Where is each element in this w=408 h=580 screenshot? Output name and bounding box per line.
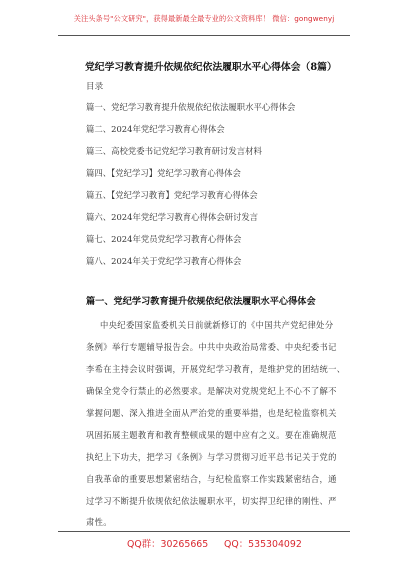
toc-item-6[interactable]: 篇六、2024年党纪学习教育心得体会研讨发言: [86, 212, 259, 222]
body-paragraph-line: 掌握问题、深入推进全面从严治党的重要举措，也是纪检监察机关: [86, 408, 337, 418]
toc-item-2[interactable]: 篇二、2024年党纪学习教育心得体会: [86, 124, 225, 134]
toc-item-3[interactable]: 篇三、高校党委书记党纪学习教育研讨发言材料: [86, 146, 262, 156]
toc-item-5[interactable]: 篇五、【党纪学习教育】党纪学习教育心得体会: [86, 190, 258, 200]
body-paragraph-line: 中央纪委国家监委机关日前就新修订的《中国共产党纪律处分: [100, 320, 334, 330]
toc-item-8[interactable]: 篇八、2024年关于党纪学习教育心得体会: [86, 256, 242, 266]
body-paragraph-line: 自我革命的重要思想紧密结合，与纪检监察工作实践紧密结合，通: [86, 474, 337, 484]
header-banner: 关注头条号"公文研究"，获得最新最全最专业的公文资料库！ 微信：gongwenyj: [73, 14, 335, 23]
body-paragraph-line: 肃性。: [86, 517, 112, 527]
header-divider: [58, 35, 350, 36]
body-paragraph-line: 条例》举行专题辅导报告会。中共中央政治局常委、中央纪委书记: [86, 342, 337, 352]
section-heading: 篇一、党纪学习教育提升依规依纪依法履职水平心得体会: [86, 296, 316, 307]
body-paragraph-line: 李希在主持会议时强调，开展党纪学习教育，是维护党的团结统一、: [86, 364, 346, 374]
toc-item-7[interactable]: 篇七、2024年党员党纪学习教育心得体会: [86, 234, 242, 244]
body-paragraph-line: 过学习不断提升依规依纪依法履职水平，切实捍卫纪律的刚性、严: [86, 496, 337, 506]
toc-heading: 目录: [86, 82, 104, 92]
body-paragraph-line: 确保全党令行禁止的必然要求。是解决对党规党纪上不心不了解不: [86, 386, 337, 396]
document-title: 党纪学习教育提升依规依纪依法履职水平心得体会（8篇）: [85, 62, 337, 73]
toc-item-1[interactable]: 篇一、党纪学习教育提升依规依纪依法履职水平心得体会: [86, 102, 296, 112]
footer-divider: [58, 531, 350, 532]
body-paragraph-line: 执纪上下功夫，把学习《条例》与学习贯彻习近平总书记关于党的: [86, 452, 337, 462]
footer-qq-group: QQ群：30265665: [127, 539, 209, 550]
toc-item-4[interactable]: 篇四、【党纪学习】党纪学习教育心得体会: [86, 168, 241, 178]
body-paragraph-line: 巩固拓展主题教育和教育整顿成果的题中应有之义。要在准确规范: [86, 430, 337, 440]
footer-qq-number: QQ：535304092: [224, 539, 302, 550]
